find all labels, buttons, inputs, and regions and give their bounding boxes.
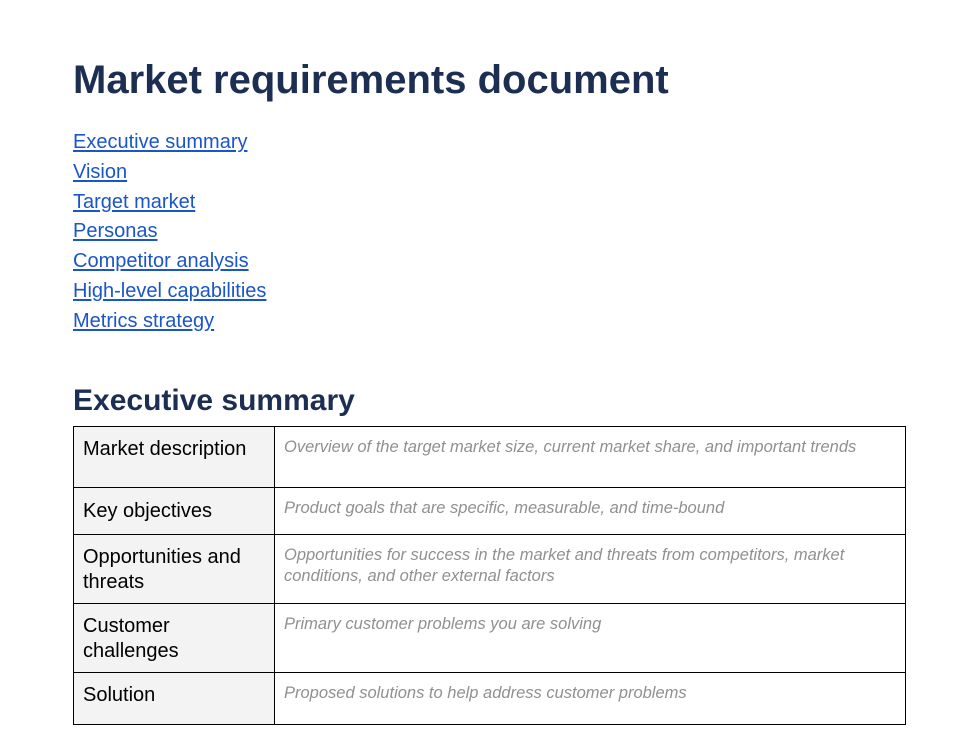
toc-item	[73, 277, 266, 307]
toc-item	[73, 158, 266, 188]
table-row	[74, 535, 906, 604]
toc-item	[73, 217, 266, 247]
row-label: Market description	[74, 427, 275, 488]
row-description[interactable]: Primary customer problems you are solving	[275, 604, 906, 673]
toc-item	[73, 307, 266, 337]
table-row	[74, 604, 906, 673]
row-description[interactable]: Proposed solutions to help address customer problems	[275, 673, 906, 725]
toc-link-target-market[interactable]: Target market	[73, 190, 196, 213]
toc-item	[73, 188, 266, 218]
toc-link-personas[interactable]: Personas	[73, 220, 158, 243]
toc-link-executive-summary[interactable]: Executive summary	[73, 131, 248, 153]
toc-link-vision[interactable]: Vision	[73, 160, 128, 183]
executive-summary-table	[73, 426, 906, 725]
table-row	[74, 488, 906, 535]
toc-item	[73, 128, 266, 158]
section-heading-executive-summary: Executive summary	[73, 384, 355, 417]
row-description[interactable]: Product goals that are specific, measurable, and time-bound	[275, 488, 906, 535]
table-row	[74, 427, 906, 488]
row-label: Solution	[74, 673, 275, 725]
toc-link-competitor-analysis[interactable]: Competitor analysis	[73, 250, 249, 273]
row-label: Customer challenges	[74, 604, 275, 673]
toc-link-high-level-capabilities[interactable]: High-level capabilities	[73, 279, 267, 302]
row-label: Key objectives	[74, 488, 275, 535]
row-label: Opportunities and threats	[74, 535, 275, 604]
table-of-contents	[73, 128, 266, 337]
row-description[interactable]: Overview of the target market size, current market share, and important trends	[275, 427, 906, 488]
table-row	[74, 673, 906, 725]
toc-item	[73, 247, 266, 277]
row-description[interactable]: Opportunities for success in the market and threats from competitors, market conditions, and other external factors	[275, 535, 906, 604]
document-title: Market requirements document	[73, 58, 669, 102]
toc-link-metrics-strategy[interactable]: Metrics strategy	[73, 309, 215, 332]
